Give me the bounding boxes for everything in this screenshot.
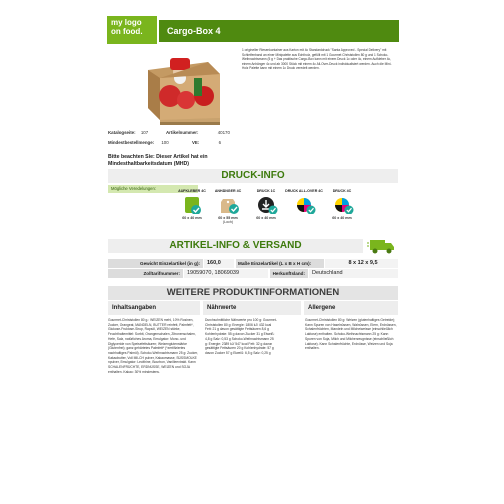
brand-logo <box>107 16 157 44</box>
print-method-name: DRUCK 1C <box>256 189 276 193</box>
logo-line-2: on food. <box>111 27 143 36</box>
print-method-name: DRUCK ALL-OVER 4C <box>285 189 323 193</box>
truck-icon <box>367 237 397 255</box>
print-options-label: Mögliche Veredelungen: <box>108 185 198 193</box>
logo-line-1: my logo <box>111 18 142 27</box>
catalog-value: 107 <box>140 130 149 135</box>
print-method-4c[interactable] <box>322 189 362 220</box>
print-method-allover[interactable] <box>284 189 324 216</box>
nutrition-text: Durchschnittliche Nährwerte pro 100 g: Gourmet-Christstollen 80 g: Energie: 1806 kJ/ 432 kcal Fett: 21 g davon gesättigte Fettsäuren 8,6 g Kohlenhydrate: 55 g davon Zucker 31 g Eiweiß: 4,8 g Salz: 0,53 g Schoko-Weihnachtsmann 25 g: Energie: 2389 kJ/ 547 kcal Fett: 32 g davon gesättigte Fettsäuren 20 g Kohlenhydrate: 57 g davon Zucker 57 g Eiweiß: 6,5 g Salz: 0,25 g <box>205 318 277 355</box>
article-number-row <box>166 130 230 135</box>
cmyk-color-icon <box>289 196 319 214</box>
print-method-tag[interactable] <box>208 189 248 225</box>
catalog-page-row <box>108 130 148 135</box>
print-method-size: 60 x 40 mm <box>332 215 352 220</box>
moq-row <box>108 140 169 145</box>
ingredients-text: Gourmet-Christstollen 80 g.: WEIZEN mehl, 10% Rosinen, Zucker, Orangeat, MANDELN, BUTTER reinfett, Palmfett*, Glukose-Fruktose-Sirup, Rapsöl, WEIZEN stärke, Feuchthaltemittel: Sorbit, Orangenschalen, Zitronenschalen, Hefe, Salz, natürliches Aroma, Emulgator: Mono- und Diglyceride von Speisefettsäuren; Weizenglutenstärke (Glutenfrei); ganz gehärtetes Palmfett* (*zertifiziertes nachhaltiges Palmöl). Schoko-Weihnachtsmann 25 g: Zucker, Kakaobutter, Voll MILCH pulver, Kakaomasse, SÜSSMOLKE npulver, Emulgator: Lecithine, Bourbon, Vanilleextrakt. Kann SCHALENFRÜCHTE, ERDNÜSSE, WEIZEN und SOJA enthalten. Kakao: 30% mindestens. <box>108 318 198 374</box>
print-method-name: ANHÄNGER 4C <box>214 189 242 193</box>
ve-value: 6 <box>218 140 222 145</box>
mhd-notice: Bitte beachten Sie: Dieser Artikel hat ein Mindesthaltbarkeitsdatum (MHD) <box>108 154 208 167</box>
cargo-box-illustration <box>108 48 232 128</box>
catalog-label: Katalogseite: <box>108 130 136 135</box>
allergens-text: Gourmet-Christstollen 80 g: Weizen (glutenhaltiges Getreide); Kann Spuren von Haselnüssen, Walnüssen, Eiern, Erdnüssen, Schalenfrüchten, Mandeln und Milcheiweisse (einschließlich Laktose) enthalten. Schoko-Weihnachtsmann 25 g: Kann Spuren von Soja, Milch und Milcherzeugnisse (einschließlich Laktose). Kann Schalenfrüchte, Erdnüsse, Weizen und Soja enthalten. <box>305 318 397 351</box>
tariff-value: 19059070, 18069039 <box>184 269 268 278</box>
sticker-icon <box>177 196 207 214</box>
more-info-heading: WEITERE PRODUKTINFORMATIONEN <box>108 286 398 300</box>
print-info-heading: DRUCK-INFO <box>108 169 398 183</box>
product-description: 1 origineller Riesenkontainer aus Karton mit 4c Standarddruck "Santa Approved - Special Delivery" mit Schleifenband an einer Minipalette aus Echtholz, gefüllt mit 1 Gourmet Christstollen 80 g und 1 Schoko-Weihnachtsmann (5 g + Das praktische Cargo-Box kann mit einem Druck 1c oder 4c, einem Aufkleber 4c, einem Anhänger 4c und ab 3000 Stück mit einem 4c All-Over-Druck individualisiert werden. Auch die Mini-Holz Palette kann mit einem 1c Druck veredelt werden. <box>242 48 392 71</box>
moq-label: Mindestbestellmenge: <box>108 140 155 145</box>
product-image <box>108 48 232 128</box>
article-value: 40170 <box>217 130 230 135</box>
weight-value: 160,0 <box>204 259 234 268</box>
product-title: Cargo-Box 4 <box>159 20 399 42</box>
dims-label: Maße Einzelartikel (L x B x H cm): <box>236 259 324 268</box>
ve-row <box>192 140 221 145</box>
tag-icon <box>213 196 243 214</box>
weight-label: Gewicht Einzelartikel (in g): <box>108 259 203 268</box>
ingredients-heading: Inhaltsangaben <box>108 301 200 315</box>
cmyk-color-icon <box>327 196 357 214</box>
print-method-sticker[interactable] <box>172 189 212 220</box>
origin-value: Deutschland <box>309 269 398 278</box>
ve-label: VE: <box>192 140 200 145</box>
shipping-heading: ARTIKEL-INFO & VERSAND <box>108 239 363 253</box>
print-method-name: DRUCK 4C <box>332 189 352 193</box>
dims-value: 8 x 12 x 9,5 <box>325 259 398 268</box>
print-method-size: 60 x 40 mm <box>182 215 202 220</box>
allergens-heading: Allergene <box>304 301 398 315</box>
print-method-1c[interactable] <box>246 189 286 220</box>
origin-label: Herkunftsland: <box>270 269 308 278</box>
tariff-label: Zolltarifnummer: <box>108 269 183 278</box>
download-print-icon <box>251 196 281 214</box>
print-method-name: AUFKLEBER 4C <box>178 189 206 193</box>
nutrition-heading: Nährwerte <box>203 301 301 315</box>
print-method-size: 60 x 55 mm <box>218 215 238 220</box>
moq-value: 100 <box>161 140 169 145</box>
print-method-note: (Loch) <box>222 220 234 224</box>
print-method-size: 60 x 40 mm <box>256 215 276 220</box>
article-label: Artikelnummer: <box>166 130 199 135</box>
